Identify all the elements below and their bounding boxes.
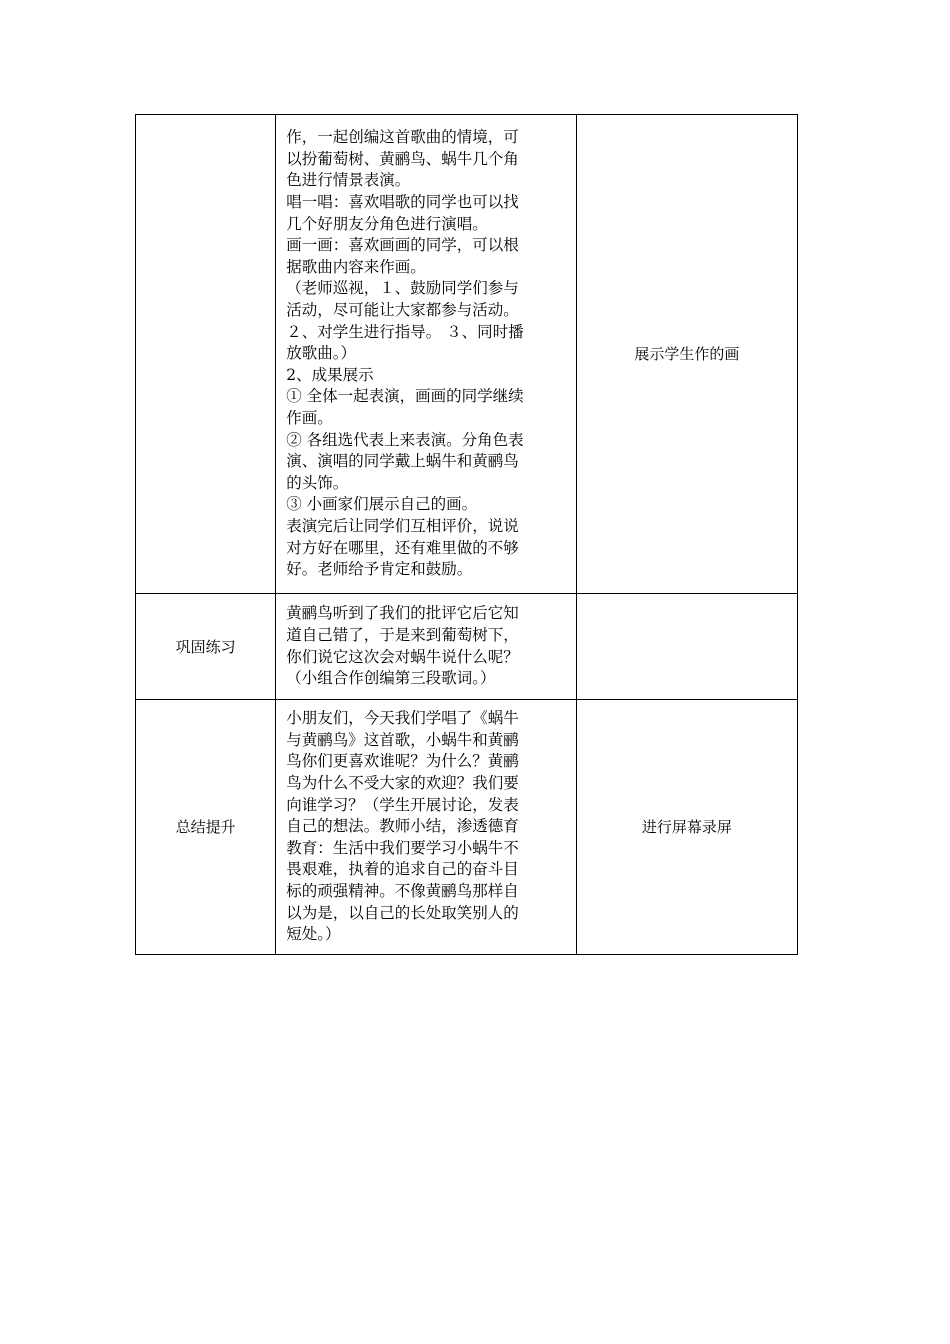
activity-line: 2、成果展示 (286, 365, 374, 384)
activity-line: 鸟为什么不受大家的欢迎？我们要 (286, 774, 519, 793)
activity-line: 放歌曲。） (286, 344, 356, 363)
activity-line: 你们说它这次会对蜗牛说什么呢？ (286, 647, 519, 666)
activity-line: 作画。 (286, 408, 333, 427)
activity-line: 以扮葡萄树、黄鹂鸟、蜗牛几个角 (286, 149, 519, 168)
activity-line: 好。老师给予肯定和鼓励。 (286, 560, 473, 579)
tech-cell (576, 594, 797, 700)
activity-line: 据歌曲内容来作画。 (286, 257, 426, 276)
activity-cell (276, 700, 576, 955)
activity-line: 鸟你们更喜欢谁呢？为什么？黄鹂 (286, 752, 519, 771)
activity-line: 色进行情景表演。 (286, 171, 411, 190)
activity-line: 表演完后让同学们互相评价，说说 (286, 516, 519, 535)
activity-line: 演、演唱的同学戴上蜗牛和黄鹂鸟 (286, 452, 519, 471)
table-row (136, 594, 798, 700)
activity-line: 作，一起创编这首歌曲的情境，可 (286, 128, 519, 147)
stage-cell: 总结提升 (136, 700, 276, 955)
stage-cell: 巩固练习 (136, 594, 276, 700)
activity-line: （老师巡视，１、鼓励同学们参与 (286, 279, 519, 298)
activity-line: 短处。） (286, 925, 341, 944)
activity-line: 几个好朋友分角色进行演唱。 (286, 214, 488, 233)
activity-line: 以为是，以自己的长处取笑别人的 (286, 903, 519, 922)
tech-cell: 进行屏幕录屏 (576, 700, 797, 955)
activity-line: 自己的想法。教师小结，渗透德育 (286, 817, 519, 836)
activity-line: 向谁学习？（学生开展讨论，发表 (286, 795, 519, 814)
activity-line: ① 全体一起表演，画画的同学继续 (286, 387, 524, 406)
activity-line: 教育：生活中我们要学习小蜗牛不 (286, 838, 519, 857)
activity-cell (276, 115, 576, 594)
activity-line: 小朋友们，今天我们学唱了《蜗牛 (286, 709, 519, 728)
table-row (136, 115, 798, 594)
activity-line: 唱一唱：喜欢唱歌的同学也可以找 (286, 193, 519, 212)
activity-line: ② 各组选代表上来表演。分角色表 (286, 430, 524, 449)
activity-cell (276, 594, 576, 700)
activity-line: 活动，尽可能让大家都参与活动。 (286, 301, 519, 320)
activity-line: 黄鹂鸟听到了我们的批评它后它知 (286, 604, 519, 623)
table-row (136, 700, 798, 955)
activity-line: 画一画：喜欢画画的同学，可以根 (286, 236, 519, 255)
activity-line: 道自己错了，于是来到葡萄树下， (286, 625, 519, 644)
activity-line: ③ 小画家们展示自己的画。 (286, 495, 478, 514)
stage-cell (136, 115, 276, 594)
activity-line: 与黄鹂鸟》这首歌，小蜗牛和黄鹂 (286, 730, 519, 749)
tech-cell: 展示学生作的画 (576, 115, 797, 594)
activity-line: 畏艰难，执着的追求自己的奋斗目 (286, 860, 519, 879)
activity-line: 对方好在哪里，还有难里做的不够 (286, 538, 519, 557)
activity-line: ２、对学生进行指导。 ３、同时播 (286, 322, 524, 341)
activity-line: （小组合作创编第三段歌词。） (286, 669, 496, 688)
activity-line: 标的顽强精神。不像黄鹂鸟那样自 (286, 881, 519, 900)
lesson-plan-table (135, 114, 798, 955)
activity-line: 的头饰。 (286, 473, 349, 492)
